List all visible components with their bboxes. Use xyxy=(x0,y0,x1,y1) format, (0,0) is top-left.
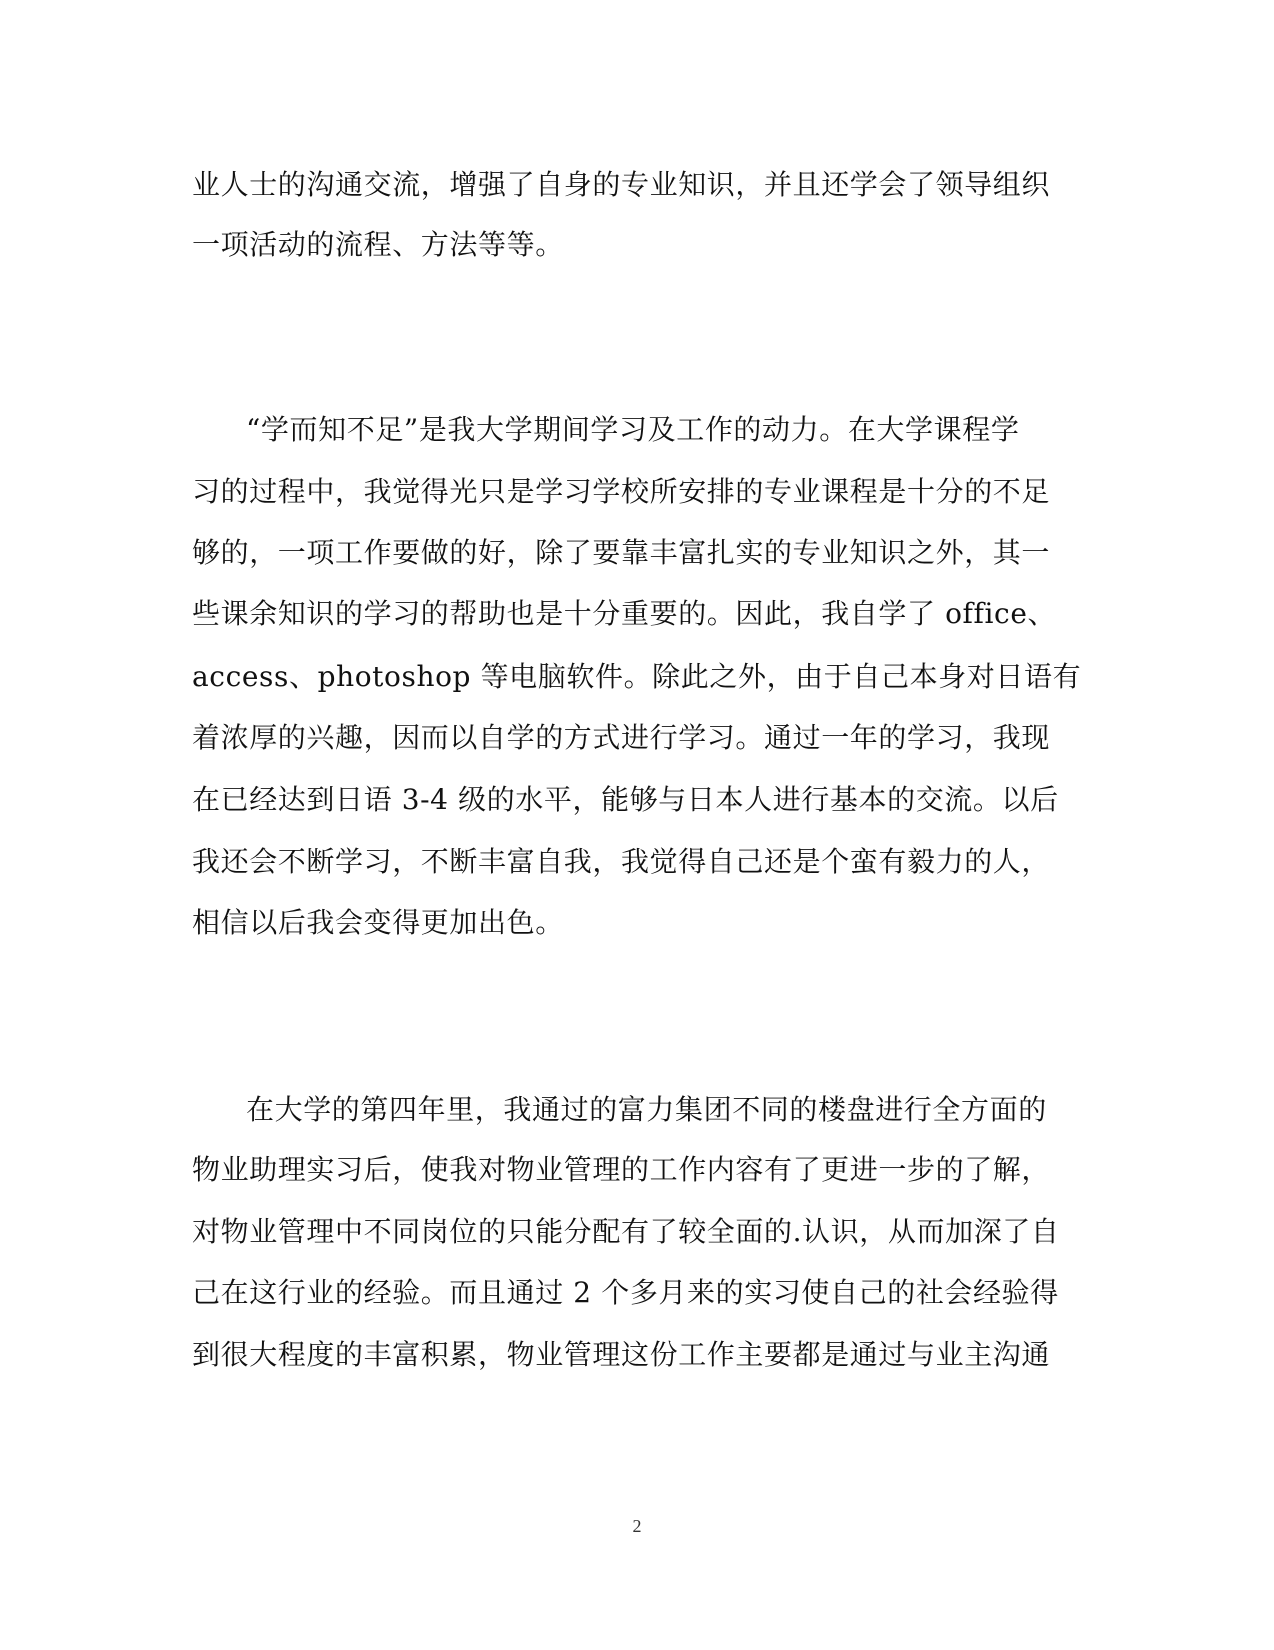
paragraph-3-line-2: 物业助理实习后，使我对物业管理的工作内容有了更进一步的了解， xyxy=(192,1153,1051,1186)
paragraph-2-line-4: 些课余知识的学习的帮助也是十分重要的。因此，我自学了 office、 xyxy=(192,597,1057,630)
paragraph-2-line-9: 相信以后我会变得更加出色。 xyxy=(192,906,564,939)
paragraph-2-line-6: 着浓厚的兴趣，因而以自学的方式进行学习。通过一年的学习，我现 xyxy=(192,721,1051,754)
paragraph-2-line-2: 习的过程中，我觉得光只是学习学校所安排的专业课程是十分的不足 xyxy=(192,475,1051,508)
paragraph-2-line-8: 我还会不断学习，不断丰富自我，我觉得自己还是个蛮有毅力的人， xyxy=(192,845,1051,878)
paragraph-3-line-4: 己在这行业的经验。而且通过 2 个多月来的实习使自己的社会经验得 xyxy=(192,1276,1059,1309)
paragraph-2-line-5: access、photoshop 等电脑软件。除此之外，由于自己本身对日语有 xyxy=(192,660,1082,693)
paragraph-1-line-1: 业人士的沟通交流，增强了自身的专业知识，并且还学会了领导组织 xyxy=(192,168,1051,201)
paragraph-2-line-7: 在已经达到日语 3-4 级的水平，能够与日本人进行基本的交流。以后 xyxy=(192,783,1059,816)
paragraph-1-line-2: 一项活动的流程、方法等等。 xyxy=(192,228,564,261)
paragraph-2-line-1: “学而知不足”是我大学期间学习及工作的动力。在大学课程学 xyxy=(246,413,1020,446)
page-number: 2 xyxy=(632,1516,642,1536)
paragraph-3-line-1: 在大学的第四年里，我通过的富力集团不同的楼盘进行全方面的 xyxy=(246,1093,1047,1126)
paragraph-3-line-5: 到很大程度的丰富积累，物业管理这份工作主要都是通过与业主沟通 xyxy=(192,1338,1051,1371)
paragraph-3-line-3: 对物业管理中不同岗位的只能分配有了较全面的.认识，从而加深了自 xyxy=(192,1215,1060,1248)
paragraph-2-line-3: 够的，一项工作要做的好，除了要靠丰富扎实的专业知识之外，其一 xyxy=(192,536,1051,569)
